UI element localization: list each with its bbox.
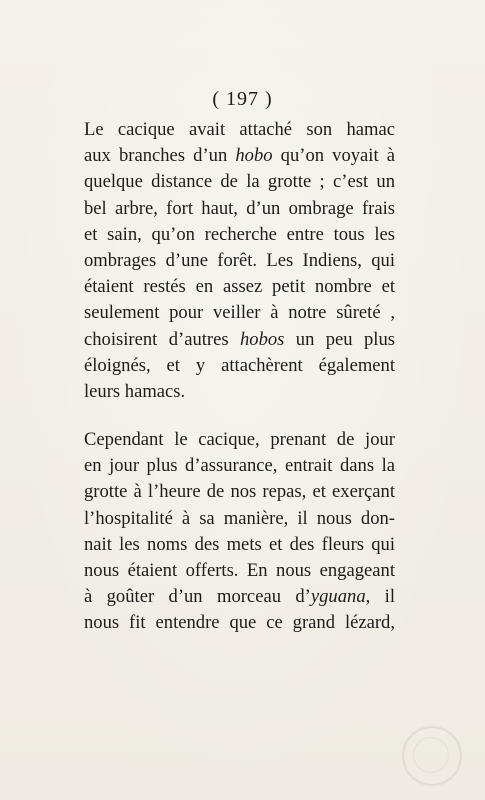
text-line: bel arbre, fort haut, d’un ombrage frais <box>84 197 395 219</box>
library-stamp-icon <box>402 726 462 786</box>
page-number: ( 197 ) <box>212 88 273 110</box>
text-line: nait les noms des mets et des fleurs qui <box>84 533 395 555</box>
text-line: Cependant le cacique, prenant de jour <box>84 429 395 450</box>
text-line: choisirent d’autres hobos un peu plus <box>84 328 395 350</box>
text-line: en jour plus d’assurance, entrait dans la <box>84 455 395 477</box>
text-line: éloignés, et y attachèrent également <box>84 354 395 376</box>
text-line: Le cacique avait attaché son hamac <box>84 119 395 140</box>
text-line: nous étaient offerts. En nous engageant <box>84 560 395 582</box>
text-line: étaient restés en assez petit nombre et <box>84 276 395 298</box>
text-line: nous fit entendre que ce grand lézard, <box>84 612 395 634</box>
paragraph-2 <box>84 427 395 637</box>
text-line: grotte à l’heure de nos repas, et exerçant <box>84 481 395 503</box>
text-line: quelque distance de la grotte ; c’est un <box>84 171 395 193</box>
text-line: aux branches d’un hobo qu’on voyait à <box>84 145 395 167</box>
text-line: et sain, qu’on recherche entre tous les <box>84 223 395 245</box>
text-line: leurs hamacs. <box>84 381 186 403</box>
text-line: à goûter d’un morceau d’yguana, il <box>84 586 395 608</box>
text-line: ombrages d’une forêt. Les Indiens, qui <box>84 250 395 272</box>
paragraph-1 <box>84 117 395 405</box>
text-line: l’hospitalité à sa manière, il nous don- <box>84 507 395 529</box>
text-line: seulement pour veiller à notre sûreté , <box>84 302 395 324</box>
